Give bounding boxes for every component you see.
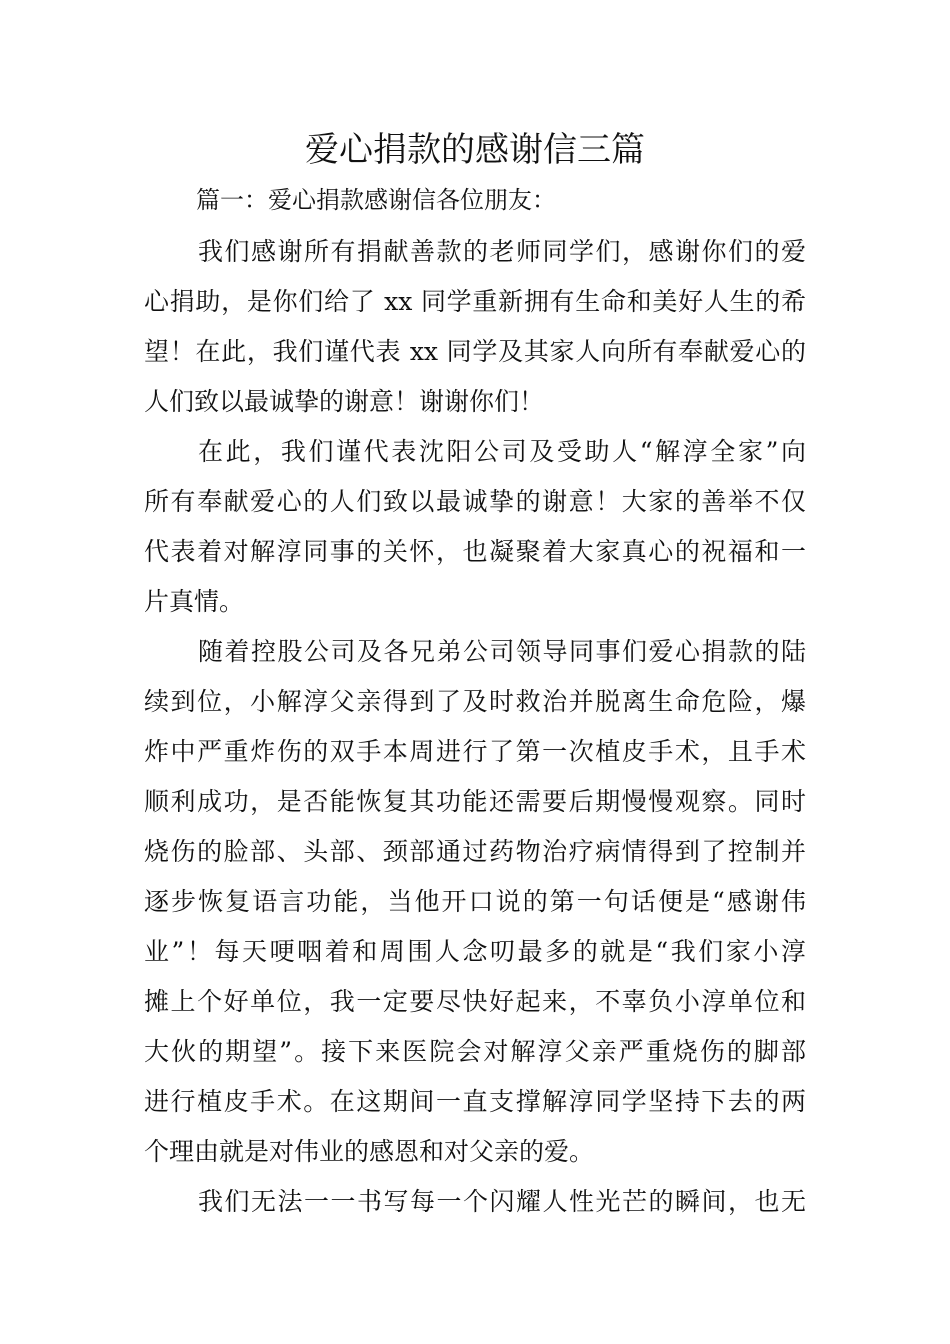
paragraph-line: 心捐助，是你们给了 xx 同学重新拥有生命和美好人生的希 <box>144 287 806 316</box>
paragraph-line: 个理由就是对伟业的感恩和对父亲的爱。 <box>144 1137 595 1166</box>
paragraph-line: 顺利成功，是否能恢复其功能还需要后期慢慢观察。同时 <box>144 787 806 816</box>
paragraph-line: 炸中严重炸伤的双手本周进行了第一次植皮手术，且手术 <box>144 737 806 766</box>
paragraph-line: 所有奉献爱心的人们致以最诚挚的谢意！大家的善举不仅 <box>144 487 806 516</box>
paragraph-line: 业”！每天哽咽着和周围人念叨最多的就是“我们家小淳 <box>144 937 806 966</box>
paragraph-line: 我们无法一一书写每一个闪耀人性光芒的瞬间，也无 <box>198 1187 806 1216</box>
paragraph-line: 随着控股公司及各兄弟公司领导同事们爱心捐款的陆 <box>198 637 806 666</box>
paragraph-line: 望！在此，我们谨代表 xx 同学及其家人向所有奉献爱心的 <box>144 337 806 366</box>
paragraph-line: 大伙的期望”。接下来医院会对解淳父亲严重烧伤的脚部 <box>144 1037 806 1066</box>
paragraph-line: 在此，我们谨代表沈阳公司及受助人“解淳全家”向 <box>198 437 806 466</box>
paragraph-line: 代表着对解淳同事的关怀，也凝聚着大家真心的祝福和一 <box>144 537 806 566</box>
document-title: 爱心捐款的感谢信三篇 <box>305 130 645 170</box>
paragraph-line: 我们感谢所有捐献善款的老师同学们，感谢你们的爱 <box>198 237 806 266</box>
paragraph-line: 进行植皮手术。在这期间一直支撑解淳同学坚持下去的两 <box>144 1087 806 1116</box>
paragraph-line: 烧伤的脸部、头部、颈部通过药物治疗病情得到了控制并 <box>144 837 806 866</box>
paragraph-line: 人们致以最诚挚的谢意！谢谢你们！ <box>144 387 545 416</box>
paragraph-line: 逐步恢复语言功能，当他开口说的第一句话便是“感谢伟 <box>144 887 806 916</box>
paragraph-line: 片真情。 <box>144 587 245 616</box>
paragraph-line: 续到位，小解淳父亲得到了及时救治并脱离生命危险，爆 <box>144 687 806 716</box>
paragraph-line: 摊上个好单位，我一定要尽快好起来，不辜负小淳单位和 <box>144 987 806 1016</box>
document-subtitle: 篇一：爱心捐款感谢信各位朋友： <box>196 186 556 214</box>
